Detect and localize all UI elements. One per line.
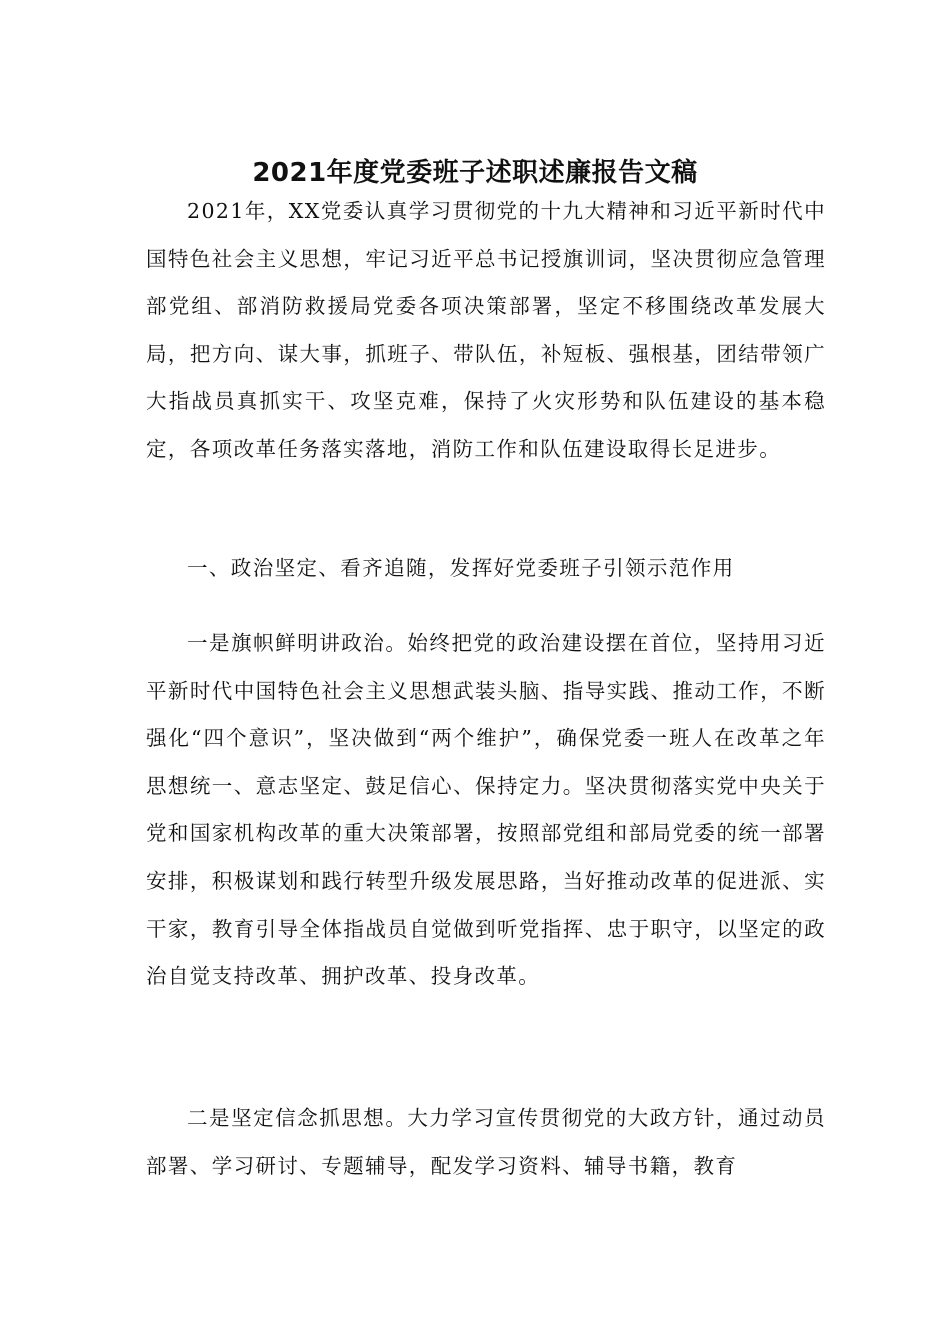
- document-title: 2021年度党委班子述职述廉报告文稿: [252, 158, 698, 188]
- body-paragraph-2: 二是坚定信念抓思想。大力学习宣传贯彻党的大政方针，通过动员部署、学习研讨、专题辅导，配发学习资料、辅导书籍，教育: [146, 1106, 826, 1178]
- section-heading-1: 一、政治坚定、看齐追随，发挥好党委班子引领示范作用: [187, 556, 735, 580]
- body-paragraph-1: 一是旗帜鲜明讲政治。始终把党的政治建设摆在首位，坚持用习近平新时代中国特色社会主义思想武装头脑、指导实践、推动工作，不断强化“四个意识”，坚决做到“两个维护”，确保党委一班人在改革之年思想统一、意志坚定、鼓足信心、保持定力。坚决贯彻落实党中央关于党和国家机构改革的重大决策部署，按照部党组和部局党委的统一部署安排，积极谋划和践行转型升级发展思路，当好推动改革的促进派、实干家，教育引导全体指战员自觉做到听党指挥、忠于职守，以坚定的政治自觉支持改革、拥护改革、投身改革。: [146, 631, 826, 989]
- intro-paragraph: 2021年，XX党委认真学习贯彻党的十九大精神和习近平新时代中国特色社会主义思想，牢记习近平总书记授旗训词，坚决贯彻应急管理部党组、部消防救援局党委各项决策部署，坚定不移围绕改革发展大局，把方向、谋大事，抓班子、带队伍，补短板、强根基，团结带领广大指战员真抓实干、攻坚克难，保持了火灾形势和队伍建设的基本稳定，各项改革任务落实落地，消防工作和队伍建设取得长足进步。: [146, 199, 826, 461]
